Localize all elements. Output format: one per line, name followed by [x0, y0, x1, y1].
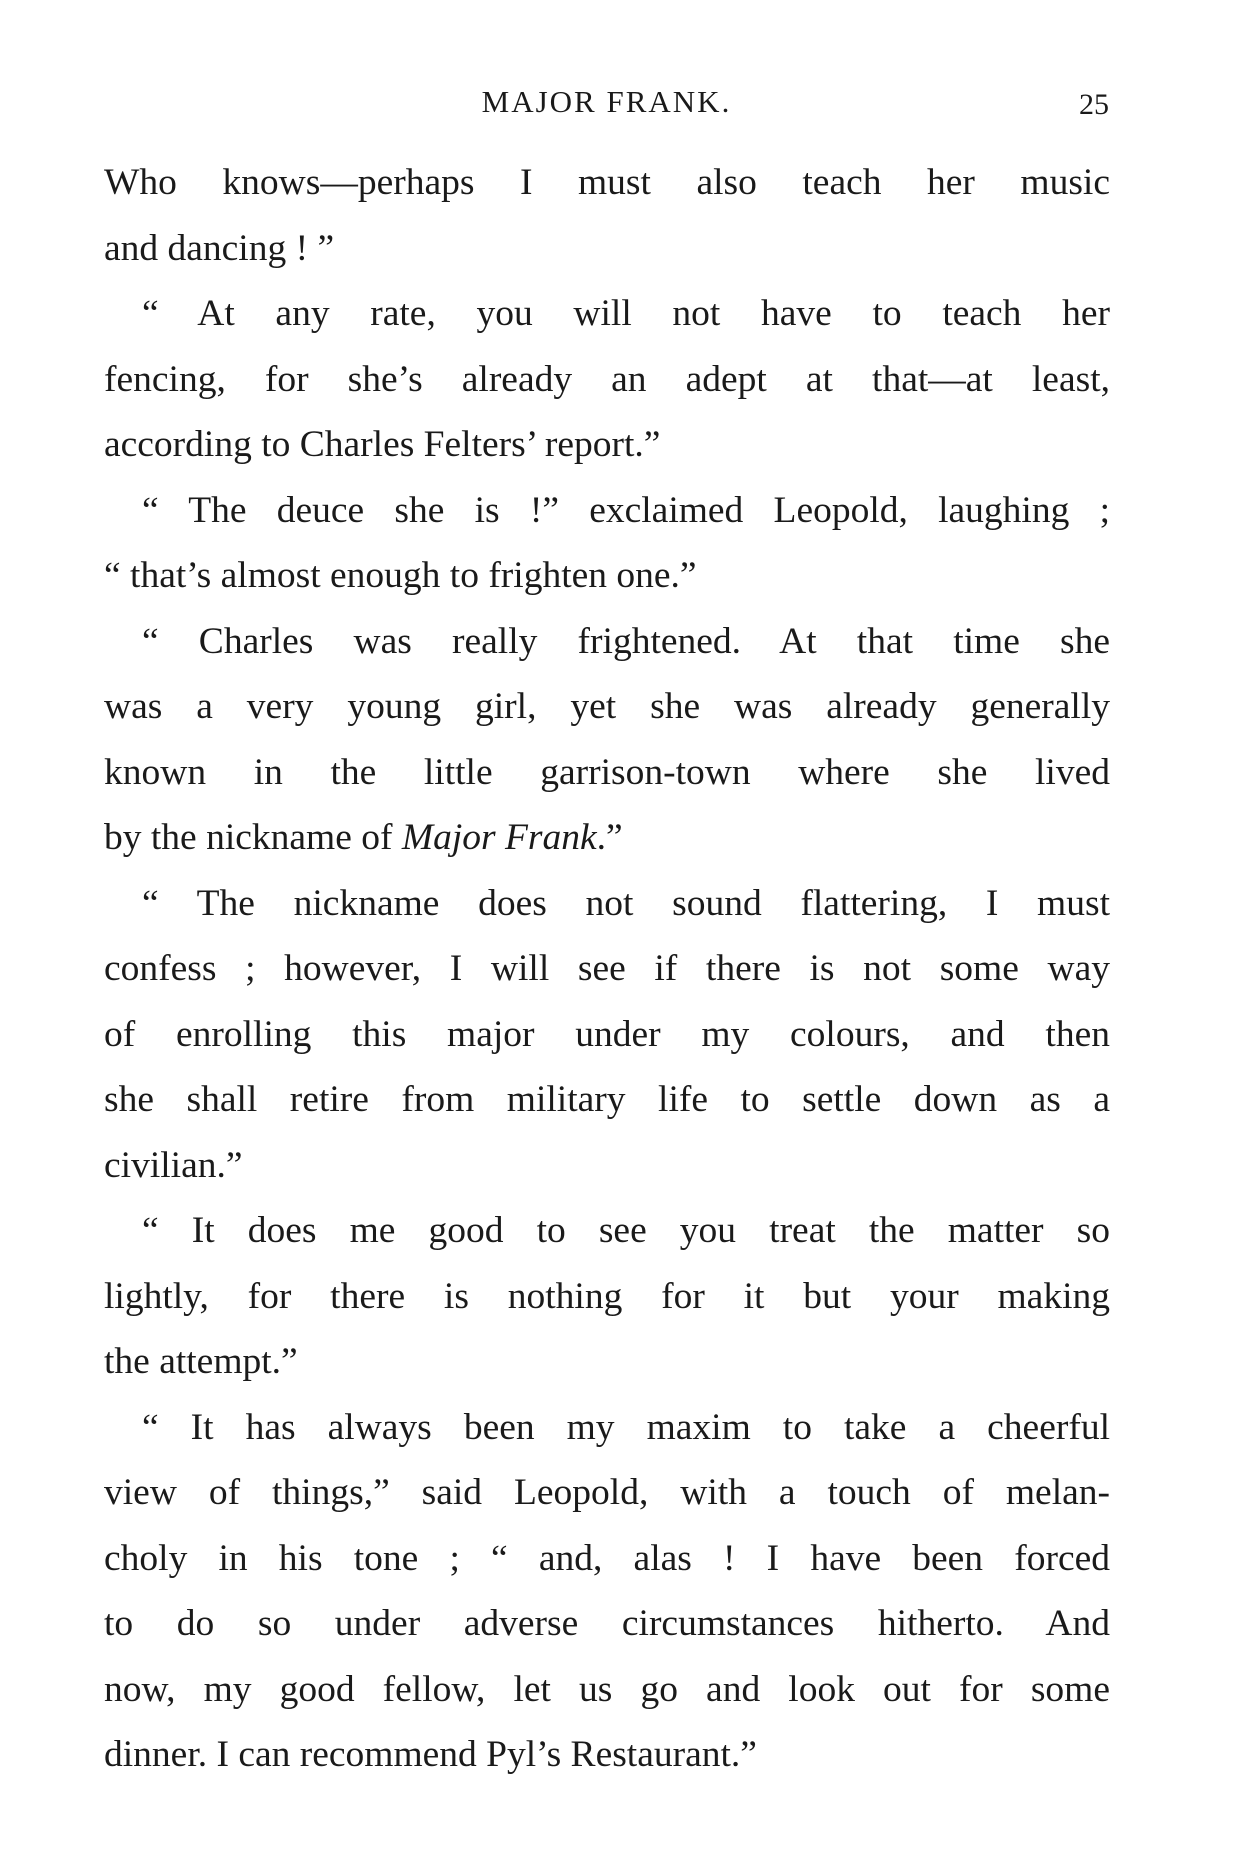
text-line: Who knows—perhaps I must also teach her music — [104, 162, 1110, 203]
text-line: was a very young girl, yet she was already generally — [104, 686, 1110, 727]
text-line: according to Charles Felters’ report.” — [104, 424, 661, 465]
text-line: confess ; however, I will see if there is not some way — [104, 948, 1110, 989]
text-line: “ Charles was really frightened. At that time she — [142, 620, 1110, 662]
text-line: “ It does me good to see you treat the matter so — [142, 1210, 1110, 1251]
text-line: of enrolling this major under my colours, and then — [104, 1013, 1110, 1055]
text-line — [104, 805, 1110, 871]
text-line: known in the little garrison-town where she lived — [104, 751, 1110, 793]
text-line: to do so under adverse circumstances hitherto. And — [104, 1603, 1110, 1644]
text-line: “ that’s almost enough to frighten one.” — [104, 555, 697, 596]
running-title: MAJOR FRANK. — [481, 84, 732, 119]
body-text — [104, 150, 1110, 1788]
text-line: lightly, for there is nothing for it but your making — [104, 1275, 1110, 1317]
text-segment: .” — [596, 817, 623, 858]
text-line: “ At any rate, you will not have to teach her — [142, 293, 1110, 334]
text-line: view of things,” said Leopold, with a touch of melan- — [104, 1472, 1110, 1513]
text-line: she shall retire from military life to settle down as a — [104, 1079, 1110, 1120]
text-line: dinner. I can recommend Pyl’s Restaurant.” — [104, 1734, 757, 1775]
text-line: choly in his tone ; “ and, alas ! I have been forced — [104, 1537, 1110, 1579]
text-line: “ The deuce she is !” exclaimed Leopold, laughing ; — [142, 489, 1110, 531]
text-line: and dancing ! ” — [104, 227, 335, 269]
text-line: “ The nickname does not sound flattering, I must — [142, 882, 1110, 924]
text-line: civilian.” — [104, 1144, 243, 1186]
text-line: the attempt.” — [104, 1341, 298, 1382]
text-line: fencing, for she’s already an adept at that—at least, — [104, 358, 1110, 400]
text-line: now, my good fellow, let us go and look out for some — [104, 1668, 1110, 1710]
text-line: “ It has always been my maxim to take a cheerful — [142, 1406, 1110, 1448]
italic-name: Major Frank — [401, 817, 597, 858]
running-head — [104, 84, 1109, 134]
page-number: 25 — [1079, 88, 1109, 121]
text-segment: by the nickname of — [104, 817, 402, 858]
